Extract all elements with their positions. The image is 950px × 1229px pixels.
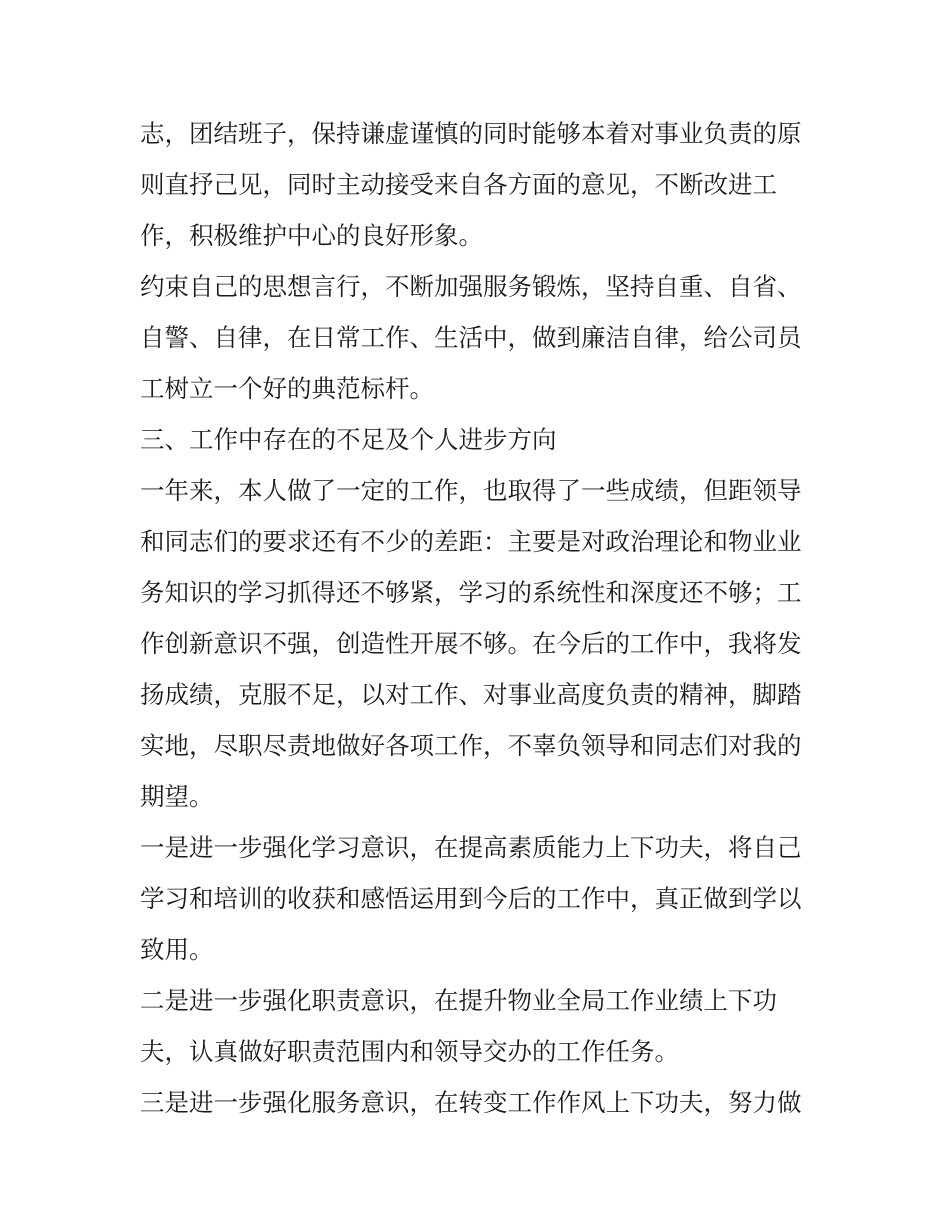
paragraph-3 bbox=[140, 465, 812, 822]
paragraph-line: 一年来，本人做了一定的工作，也取得了一些成绩，但距领导 bbox=[140, 476, 802, 505]
paragraph-line: 二是进一步强化职责意识，在提升物业全局工作业绩上下功 bbox=[140, 986, 777, 1015]
paragraph-line: 扬成绩，克服不足，以对工作、对事业高度负责的精神，脚踏 bbox=[140, 680, 802, 709]
paragraph-6 bbox=[140, 1077, 812, 1128]
document-body bbox=[140, 108, 812, 1128]
paragraph-line: 则直抒己见，同时主动接受来自各方面的意见，不断改进工 bbox=[140, 170, 777, 199]
paragraph-line: 志，团结班子，保持谦虚谨慎的同时能够本着对事业负责的原 bbox=[140, 119, 802, 148]
paragraph-line: 学习和培训的收获和感悟运用到今后的工作中，真正做到学以 bbox=[140, 884, 802, 913]
paragraph-line: 期望。 bbox=[140, 782, 214, 811]
paragraph-line: 作创新意识不强，创造性开展不够。在今后的工作中，我将发 bbox=[140, 629, 802, 658]
paragraph-line: 务知识的学习抓得还不够紧，学习的系统性和深度还不够；工 bbox=[140, 578, 802, 607]
paragraph-line: 自警、自律，在日常工作、生活中，做到廉洁自律，给公司员 bbox=[140, 323, 802, 352]
paragraph-line: 作，积极维护中心的良好形象。 bbox=[140, 221, 483, 250]
paragraph-line: 致用。 bbox=[140, 935, 214, 964]
paragraph-line: 三是进一步强化服务意识，在转变工作作风上下功夫，努力做 bbox=[140, 1088, 802, 1117]
paragraph-line: 约束自己的思想言行，不断加强服务锻炼，坚持自重、自省、 bbox=[140, 272, 802, 301]
section-heading bbox=[140, 414, 812, 465]
paragraph-line: 一是进一步强化学习意识，在提高素质能力上下功夫，将自己 bbox=[140, 833, 802, 862]
paragraph-4 bbox=[140, 822, 812, 975]
paragraph-1 bbox=[140, 108, 812, 261]
section-heading-text: 三、工作中存在的不足及个人进步方向 bbox=[140, 425, 557, 454]
paragraph-5 bbox=[140, 975, 812, 1077]
paragraph-2 bbox=[140, 261, 812, 414]
paragraph-line: 实地，尽职尽责地做好各项工作，不辜负领导和同志们对我的 bbox=[140, 731, 802, 760]
paragraph-line: 夫，认真做好职责范围内和领导交办的工作任务。 bbox=[140, 1037, 679, 1066]
paragraph-line: 工树立一个好的典范标杆。 bbox=[140, 374, 434, 403]
paragraph-line: 和同志们的要求还有不少的差距：主要是对政治理论和物业业 bbox=[140, 527, 802, 556]
